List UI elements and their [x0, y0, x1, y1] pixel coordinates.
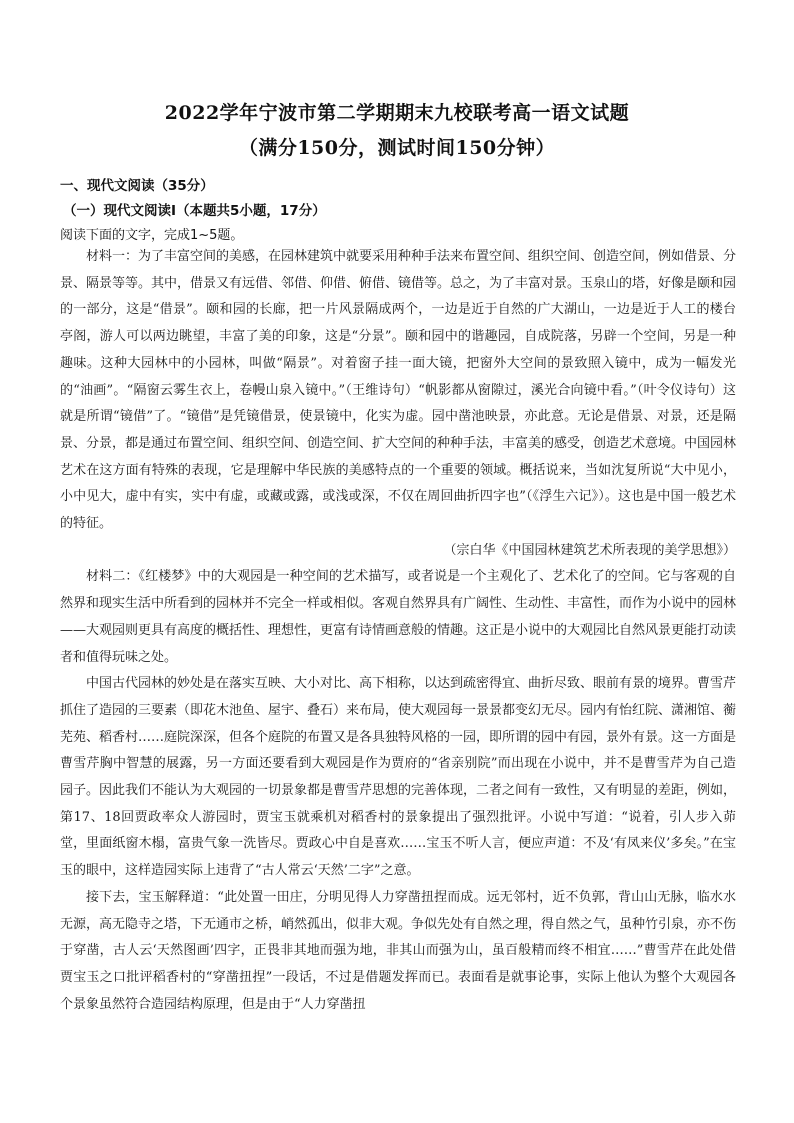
page-title: 2022学年宁波市第二学期期末九校联考高一语文试题 [164, 102, 630, 124]
material-two-paragraph: 接下去，宝玉解释道：“此处置一田庄，分明见得人力穿凿扭捏而成。远无邻村，近不负郭，背山山无脉，临水水无源，高无隐寺之塔，下无通市之桥，峭然孤出，似非大观。争似先处有自然之理，得自然之气，虽种竹引泉，亦不伤于穿凿，古人云‘天然图画’四字，正畏非其地而强为地，非其山而强为山，虽百般精而终不相宜……”曹雪芹在此处借贾宝玉之口批评稻香村的“穿凿扭捏”一段话，不过是借题发挥而已。表面看是就事论事，实际上他认为整个大观园各个景象虽然符合造园结构原理，但是由于“人力穿凿扭 [60, 889, 737, 1012]
material-two-paragraph: 材料二：《红楼梦》中的大观园是一种空间的艺术描写，或者说是一个主观化了、艺术化了的空间。它与客观的自然界和现实生活中所看到的园林并不完全一样或相似。客观自然界具有广阔性、生动性、丰富性，而作为小说中的园林——大观园则更具有高度的概括性、理想性，更富有诗情画意般的情趣。这正是小说中的大观园比自然风景更能打动读者和值得玩味之处。 [60, 569, 737, 665]
exam-subtitle: （满分150分，测试时间150分钟） [238, 137, 556, 159]
material-one-paragraph: 材料一：为了丰富空间的美感，在园林建筑中就要采用种种手法来布置空间、组织空间、创造空间，例如借景、分景、隔景等等。其中，借景又有远借、邻借、仰借、俯借、镜借等。总之，为了丰富对景。玉泉山的塔，好像是颐和园的一部分，这是“借景”。颐和园的长廊，把一片风景隔成两个，一边是近于自然的广大湖山，一边是近于人工的楼台亭阁，游人可以两边眺望，丰富了美的印象，这是“分景”。颐和园中的谐趣园，自成院落，另辟一个空间，另是一种趣味。这种大园林中的小园林，叫做“隔景”。对着窗子挂一面大镜，把窗外大空间的景致照入镜中，成为一幅发光的“油画”。“隔窗云雾生衣上，卷幔山泉入镜中。”（王维诗句）“帆影都从窗隙过，溪光合向镜中看。”（叶令仪诗句）这就是所谓“镜借”了。“镜借”是凭镜借景，使景镜中，化实为虚。园中凿池映景，亦此意。无论是借景、对景，还是隔景、分景，都是通过布置空间、组织空间、创造空间、扩大空间的种种手法，丰富美的感受，创造艺术意境。中国园林艺术在这方面有特殊的表现，它是理解中华民族的美感特点的一个重要的领域。概括说来，当如沈复所说“大中见小，小中见大，虚中有实，实中有虚，或藏或露，或浅或深，不仅在周回曲折四字也”（《浮生六记》）。这也是中国一般艺术的特征。 [60, 249, 737, 532]
reading-passage [60, 244, 736, 1018]
material-one-source: （宗白华《中国园林建筑艺术所表现的美学思想》） [443, 542, 736, 558]
subsection-heading: （一）现代文阅读Ⅰ（本题共5小题，17分） [63, 203, 326, 219]
material-two-paragraph: 中国古代园林的妙处是在落实互映、大小对比、高下相称，以达到疏密得宜、曲折尽致、眼前有景的境界。曹雪芹抓住了造园的三要素（即花木池鱼、屋宇、叠石）来布局，使大观园每一景景都变幻无尽。园内有怡红院、潇湘馆、蘅芜苑、稻香村……庭院深深，但各个庭院的布置又是各具独特风格的一园，即所谓的园中有园，景外有景。这一方面是曹雪芹胸中智慧的展露，另一方面还要看到大观园是作为贾府的“省亲别院”而出现在小说中，并不是曹雪芹为自己造园子。因此我们不能认为大观园的一切景象都是曹雪芹思想的完善体现，二者之间有一致性，又有明显的差距，例如，第17、18回贾政率众人游园时，贾宝玉就乘机对稻香村的景象提出了强烈批评。小说中写道：“说着，引人步入茆堂，里面纸窗木榻，富贵气象一洗皆尽。贾政心中自是喜欢……宝玉不听人言，便应声道：不及‘有凤来仪’多矣。”在宝玉的眼中，这样造园实际上违背了“古人常云‘天然’二字”之意。 [60, 676, 737, 879]
instruction-text: 阅读下面的文字，完成1~5题。 [60, 228, 244, 243]
section-heading: 一、现代文阅读（35分） [60, 178, 214, 194]
